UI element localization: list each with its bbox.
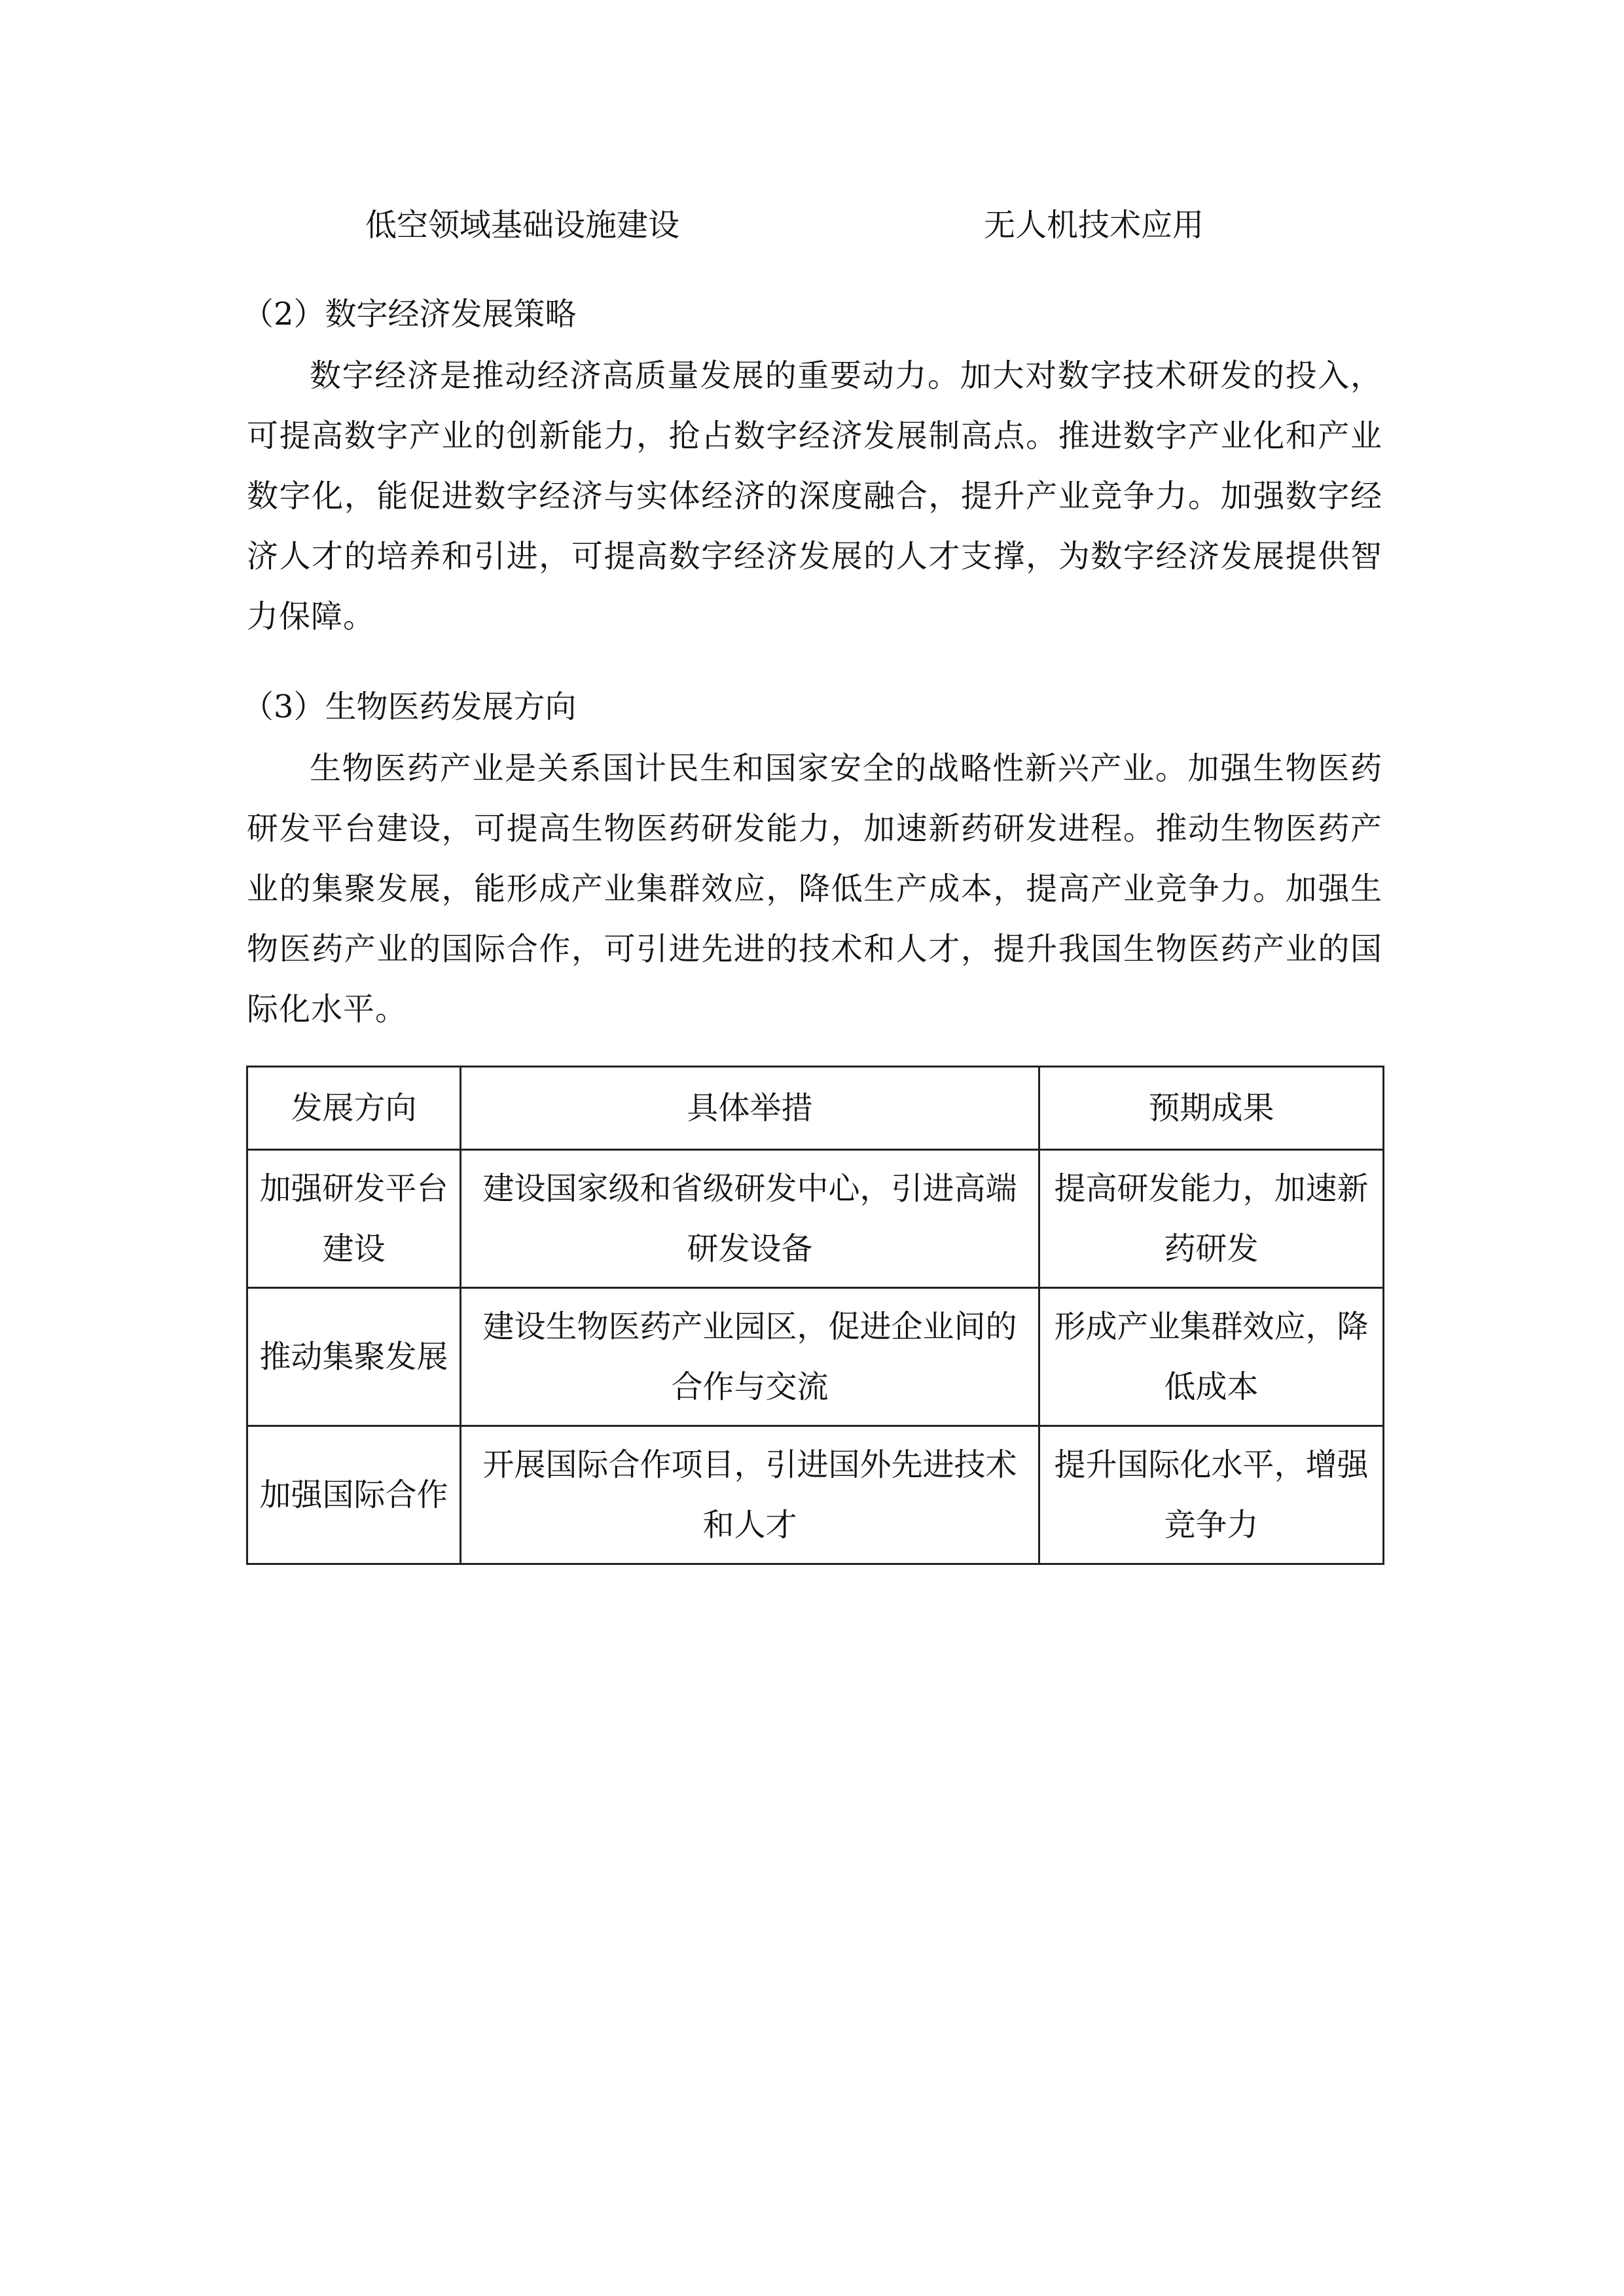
figure-caption-left: 低空领域基础设施建设: [365, 207, 680, 243]
figure-caption-right: 无人机技术应用: [984, 207, 1204, 243]
table-cell-expected-results: 形成产业集群效应，降低成本: [1039, 1288, 1384, 1426]
table-cell-measures: 建设国家级和省级研发中心，引进高端研发设备: [461, 1150, 1039, 1288]
table-cell-direction: 加强研发平台建设: [247, 1150, 461, 1288]
section-heading-biomedicine: （3）生物医药发展方向: [242, 689, 577, 725]
table-cell-measures: 开展国际合作项目，引进国外先进技术和人才: [461, 1426, 1039, 1564]
table-cell-measures: 建设生物医药产业园区，促进企业间的合作与交流: [461, 1288, 1039, 1426]
table-row: [247, 1150, 1384, 1288]
table-header-row: [247, 1067, 1384, 1150]
column-header-direction: 发展方向: [247, 1067, 461, 1150]
section-paragraph-digital-economy: 数字经济是推动经济高质量发展的重要动力。加大对数字技术研发的投入，可提高数字产业的创新能力，抢占数字经济发展制高点。推进数字产业化和产业数字化，能促进数字经济与实体经济的深度融合，提升产业竞争力。加强数字经济人才的培养和引进，可提高数字经济发展的人才支撑，为数字经济发展提供智力保障。: [247, 357, 1382, 635]
column-header-measures: 具体举措: [461, 1067, 1039, 1150]
section-heading-digital-economy: （2）数字经济发展策略: [242, 296, 577, 332]
biomedicine-measures-table: [246, 1066, 1384, 1565]
column-header-expected-results: 预期成果: [1039, 1067, 1384, 1150]
section-paragraph-biomedicine: 生物医药产业是关系国计民生和国家安全的战略性新兴产业。加强生物医药研发平台建设，可提高生物医药研发能力，加速新药研发进程。推动生物医药产业的集聚发展，能形成产业集群效应，降低生产成本，提高产业竞争力。加强生物医药产业的国际合作，可引进先进的技术和人才，提升我国生物医药产业的国际化水平。: [247, 750, 1382, 1028]
table-row: [247, 1426, 1384, 1564]
table-cell-direction: 加强国际合作: [247, 1426, 461, 1564]
table-cell-expected-results: 提升国际化水平，增强竞争力: [1039, 1426, 1384, 1564]
table-row: [247, 1288, 1384, 1426]
table-cell-direction: 推动集聚发展: [247, 1288, 461, 1426]
table-cell-expected-results: 提高研发能力，加速新药研发: [1039, 1150, 1384, 1288]
